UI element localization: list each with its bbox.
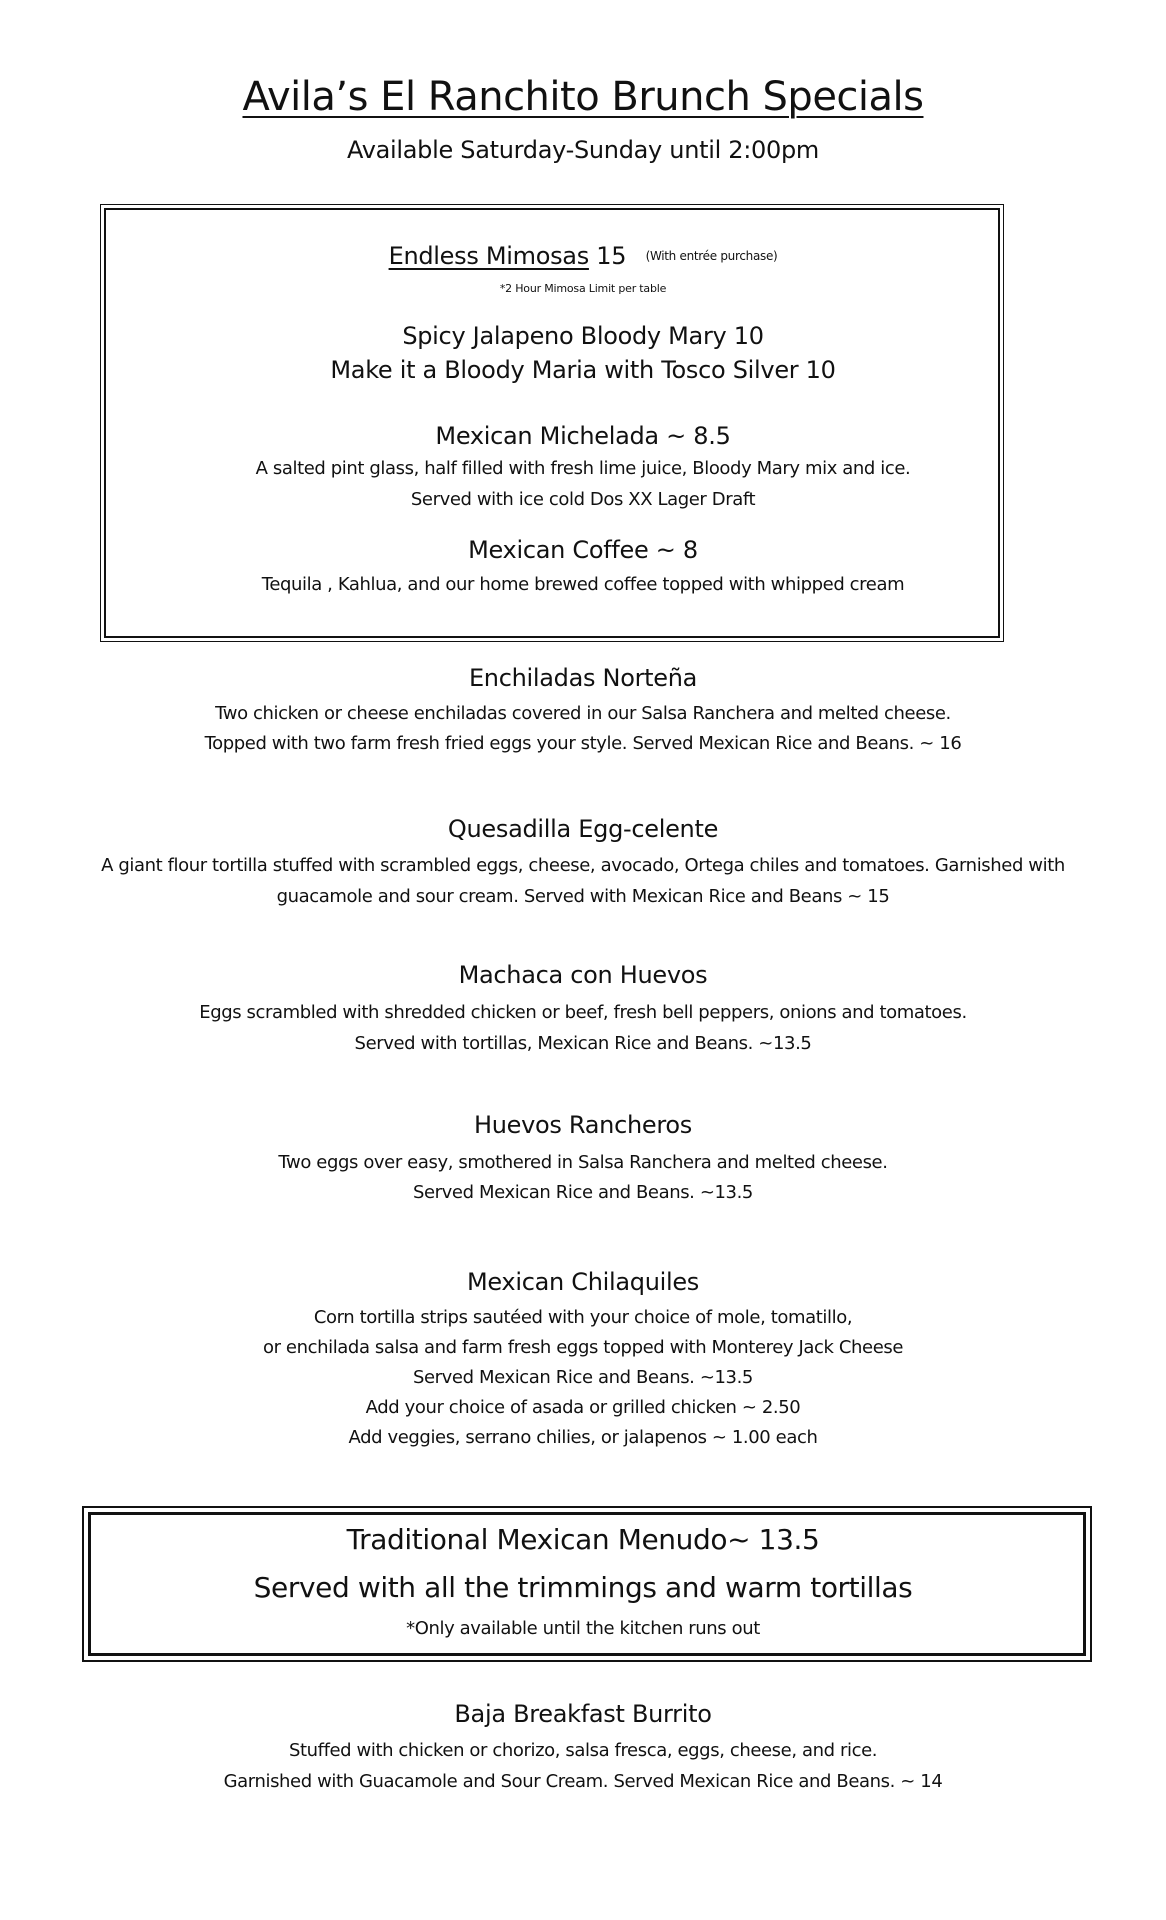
- michelada-name: Mexican Michelada ~ 8.5: [435, 422, 731, 450]
- item-description: Served Mexican Rice and Beans. ~13.5: [412, 1367, 753, 1388]
- item-description: Add your choice of asada or grilled chicken ~ 2.50: [365, 1397, 801, 1418]
- mimosa-limit: *2 Hour Mimosa Limit per table: [499, 282, 667, 295]
- item-name: Quesadilla Egg-celente: [447, 815, 719, 843]
- page-title: Avila’s El Ranchito Brunch Specials: [242, 74, 924, 120]
- michelada-description: Served with ice cold Dos XX Lager Draft: [410, 489, 756, 510]
- coffee-description: Tequila , Kahlua, and our home brewed coffee topped with whipped cream: [261, 574, 905, 595]
- michelada-description: A salted pint glass, half filled with fresh lime juice, Bloody Mary mix and ice.: [255, 458, 911, 479]
- bloody-mary: Spicy Jalapeno Bloody Mary 10: [402, 322, 764, 350]
- item-description: Served Mexican Rice and Beans. ~13.5: [412, 1182, 753, 1203]
- item-description: or enchilada salsa and farm fresh eggs topped with Monterey Jack Cheese: [262, 1337, 904, 1358]
- item-name: Enchiladas Norteña: [468, 664, 698, 692]
- item-description: Served with tortillas, Mexican Rice and Beans. ~13.5: [354, 1033, 812, 1054]
- item-name: Huevos Rancheros: [473, 1111, 692, 1139]
- mimosa-note: (With entrée purchase): [645, 249, 778, 263]
- item-name: Baja Breakfast Burrito: [454, 1700, 712, 1728]
- item-description: Two chicken or cheese enchiladas covered in our Salsa Ranchera and melted cheese.: [215, 703, 951, 724]
- item-description: Topped with two farm fresh fried eggs your style. Served Mexican Rice and Beans. ~ 16: [204, 733, 962, 754]
- menudo-title: Traditional Mexican Menudo~ 13.5: [346, 1523, 820, 1556]
- mimosa-price: 15: [596, 242, 627, 270]
- menudo-subtitle: Served with all the trimmings and warm tortillas: [253, 1571, 913, 1604]
- item-description: Eggs scrambled with shredded chicken or beef, fresh bell peppers, onions and tomatoes.: [199, 1002, 967, 1023]
- item-description: guacamole and sour cream. Served with Mexican Rice and Beans ~ 15: [276, 886, 890, 907]
- availability-subtitle: Available Saturday-Sunday until 2:00pm: [347, 136, 819, 164]
- mimosa-heading: [0, 242, 1166, 270]
- item-description: Two eggs over easy, smothered in Salsa Ranchera and melted cheese.: [278, 1152, 888, 1173]
- menudo-note: *Only available until the kitchen runs out: [406, 1618, 760, 1639]
- coffee-name: Mexican Coffee ~ 8: [468, 536, 698, 564]
- item-description: A giant flour tortilla stuffed with scrambled eggs, cheese, avocado, Ortega chiles and tomatoes. Garnished with: [101, 855, 1065, 876]
- item-description: Add veggies, serrano chilies, or jalapenos ~ 1.00 each: [348, 1427, 818, 1448]
- bloody-maria: Make it a Bloody Maria with Tosco Silver 10: [330, 356, 836, 384]
- mimosa-name: Endless Mimosas: [388, 242, 589, 270]
- item-description: Garnished with Guacamole and Sour Cream. Served Mexican Rice and Beans. ~ 14: [223, 1771, 943, 1792]
- item-name: Mexican Chilaquiles: [466, 1268, 700, 1296]
- item-description: Corn tortilla strips sautéed with your choice of mole, tomatillo,: [313, 1307, 853, 1328]
- item-description: Stuffed with chicken or chorizo, salsa fresca, eggs, cheese, and rice.: [288, 1740, 878, 1761]
- item-name: Machaca con Huevos: [458, 961, 708, 989]
